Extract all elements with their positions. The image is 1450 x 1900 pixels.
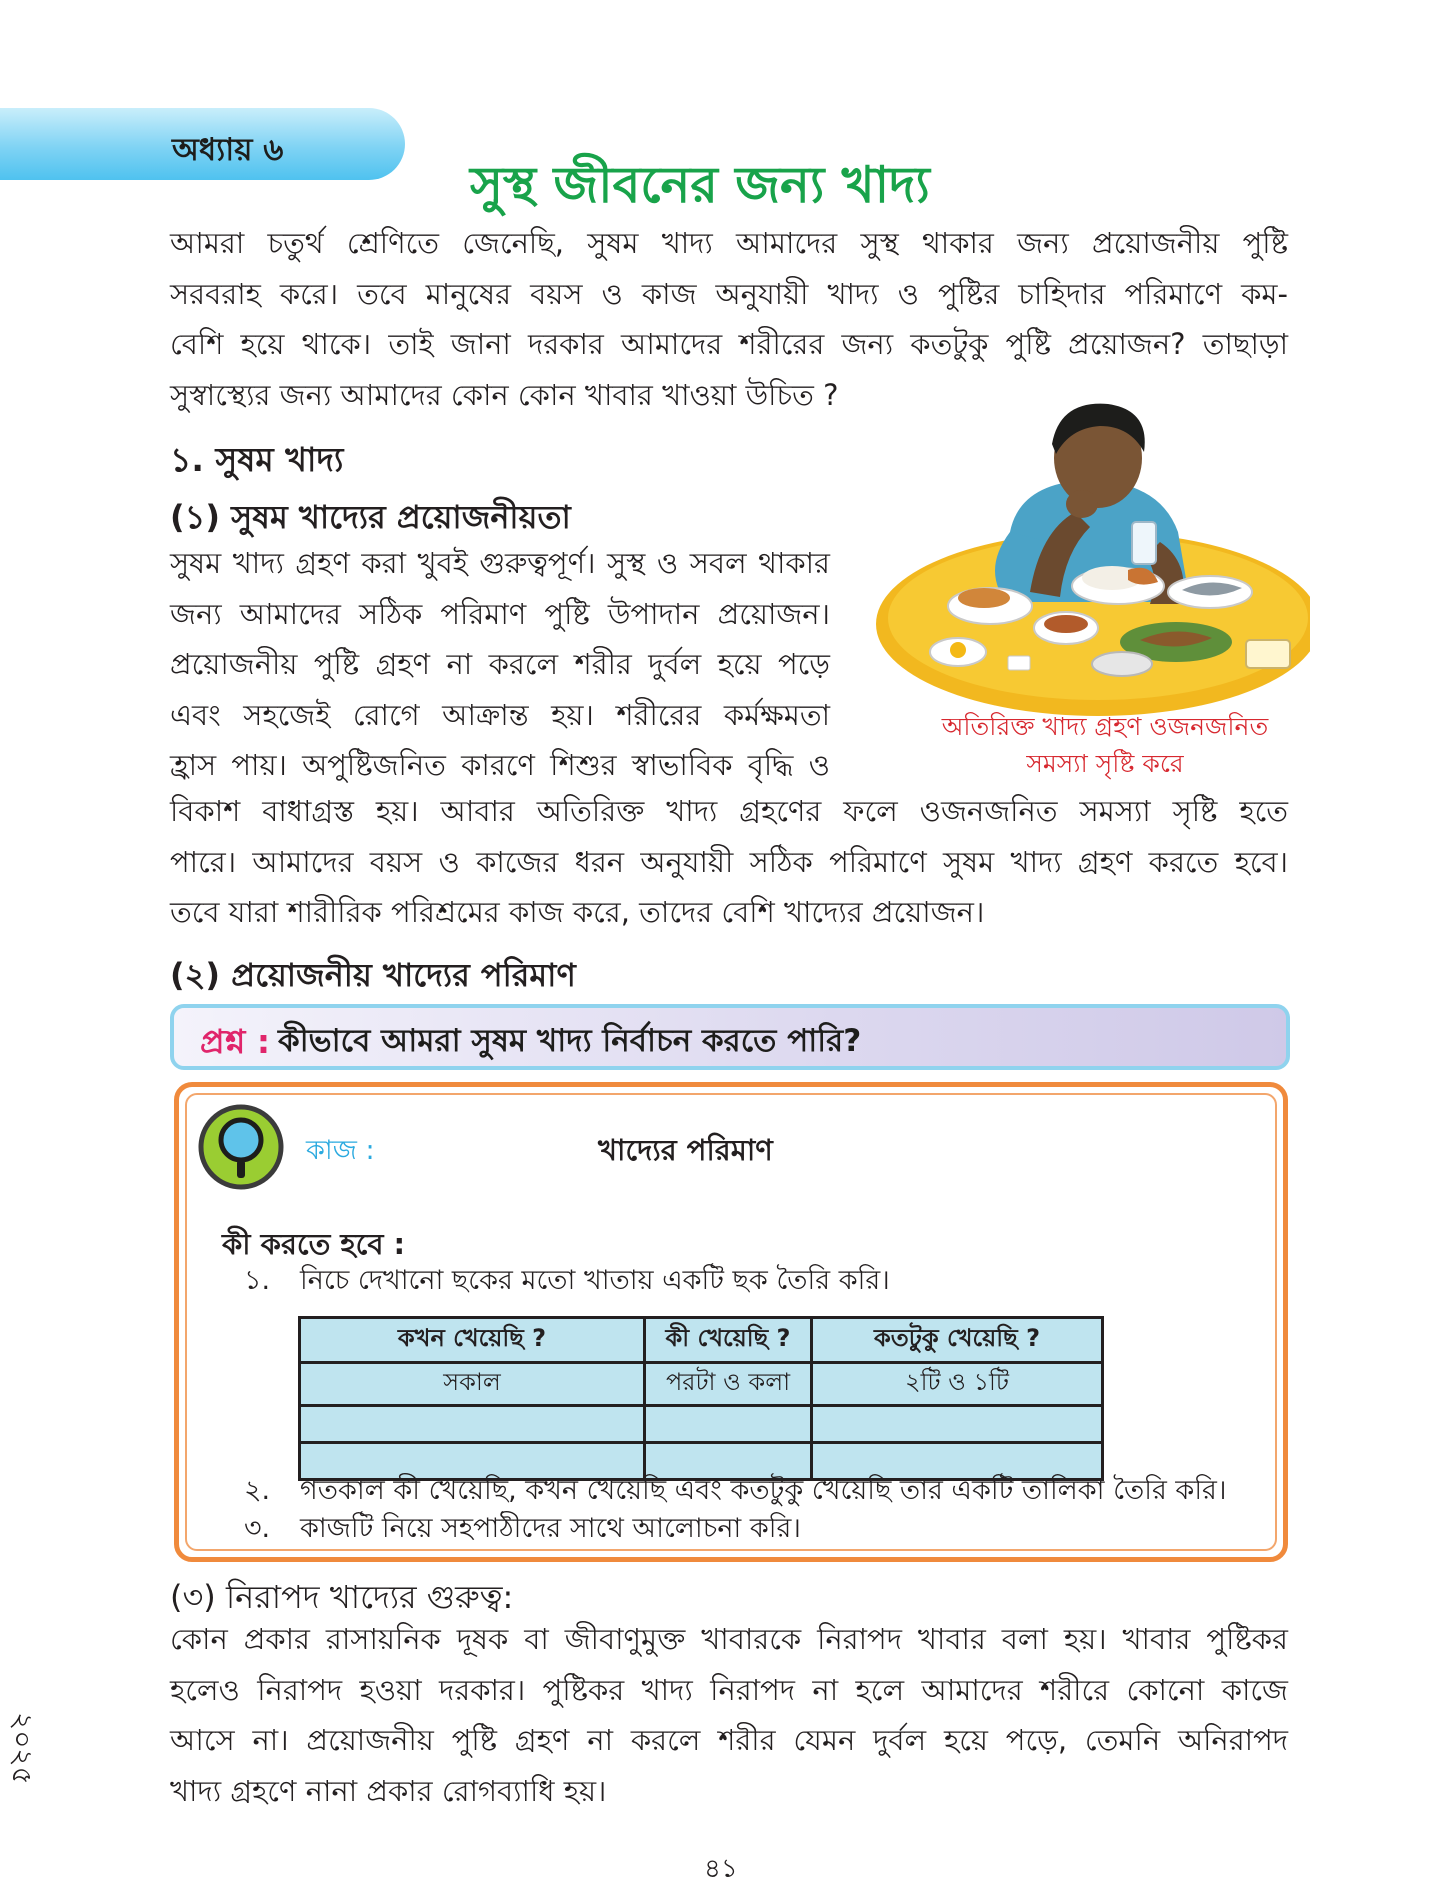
subheading-need: (১) সুষম খাদ্যের প্রয়োজনীয়তা bbox=[170, 498, 571, 536]
subheading-amount: (২) প্রয়োজনীয় খাদ্যের পরিমাণ bbox=[170, 956, 576, 994]
step-text: গতকাল কী খেয়েছি, কখন খেয়েছি এবং কতটুকু খেয়েছি তার একটি তালিকা তৈরি করি। bbox=[300, 1475, 1227, 1506]
intro-line: আমরা চতুর্থ শ্রেণিতে জেনেছি, সুষম খাদ্য আমাদের সুস্থ থাকার জন্য প্রয়োজনীয় পুষ্টি bbox=[170, 226, 1288, 260]
illustration-caption bbox=[905, 708, 1305, 782]
chapter-label: অধ্যায় ৬ bbox=[172, 132, 284, 168]
caption-line: সমস্যা সৃষ্টি করে bbox=[1026, 749, 1184, 778]
need-paragraph-wrapped bbox=[170, 538, 830, 791]
need-line: বিকাশ বাধাগ্রস্ত হয়। আবার অতিরিক্ত খাদ্য গ্রহণের ফলে ওজনজনিত সমস্যা সৃষ্টি হতে bbox=[170, 794, 1288, 828]
step-number: ৩. bbox=[244, 1513, 271, 1544]
food-intake-table bbox=[298, 1316, 1104, 1481]
table-cell: ২টি ও ১টি bbox=[812, 1363, 1103, 1406]
table-row bbox=[300, 1406, 1103, 1443]
table-row bbox=[300, 1363, 1103, 1406]
subheading-safe-food: (৩) নিরাপদ খাদ্যের গুরুত্ব: bbox=[170, 1578, 514, 1616]
table-cell: সকাল bbox=[300, 1363, 645, 1406]
safe-food-line: আসে না। প্রয়োজনীয় পুষ্টি গ্রহণ না করলে শরীর যেমন দুর্বল হয়ে পড়ে, তেমনি অনিরাপদ bbox=[170, 1723, 1288, 1757]
intro-line: বেশি হয়ে থাকে। তাই জানা দরকার আমাদের শরীরের জন্য কতটুকু পুষ্টি প্রয়োজন? তাছাড়া bbox=[170, 327, 1288, 361]
page-number: ৪১ bbox=[704, 1854, 738, 1884]
magnifier-icon bbox=[198, 1104, 284, 1190]
question-label: প্রশ্ন : bbox=[200, 1022, 271, 1061]
side-year-label: ২০২৫ bbox=[6, 1712, 39, 1785]
table-cell bbox=[812, 1406, 1103, 1443]
need-paragraph-full bbox=[170, 786, 1288, 938]
question-banner bbox=[170, 1004, 1290, 1070]
table-cell bbox=[645, 1406, 812, 1443]
need-line: সুষম খাদ্য গ্রহণ করা খুবই গুরুত্বপূর্ণ। সুস্থ ও সবল থাকার bbox=[170, 546, 830, 580]
table-header-what: কী খেয়েছি ? bbox=[645, 1318, 812, 1363]
activity-label: কাজ : bbox=[306, 1135, 375, 1166]
table-header-how-much: কতটুকু খেয়েছি ? bbox=[812, 1318, 1103, 1363]
safe-food-line: কোন প্রকার রাসায়নিক দূষক বা জীবাণুমুক্ত খাবারকে নিরাপদ খাবার বলা হয়। খাবার পুষ্টিকর bbox=[170, 1622, 1288, 1656]
step-number: ২. bbox=[244, 1475, 271, 1506]
need-line: প্রয়োজনীয় পুষ্টি গ্রহণ না করলে শরীর দুর্বল হয়ে পড়ে bbox=[170, 647, 830, 681]
need-line: হ্রাস পায়। অপুষ্টিজনিত কারণে শিশুর স্বাভাবিক বৃদ্ধি ও bbox=[170, 748, 830, 782]
step-number: ১. bbox=[244, 1265, 271, 1296]
need-line: জন্য আমাদের সঠিক পরিমাণ পুষ্টি উপাদান প্রয়োজন। bbox=[170, 596, 830, 631]
safe-food-paragraph bbox=[170, 1614, 1288, 1816]
safe-food-line: হলেও নিরাপদ হওয়া দরকার। পুষ্টিকর খাদ্য নিরাপদ না হলে আমাদের শরীরে কোনো কাজে bbox=[170, 1672, 1288, 1707]
activity-step bbox=[244, 1260, 890, 1305]
question-text: কীভাবে আমরা সুষম খাদ্য নির্বাচন করতে পারি? bbox=[278, 1023, 862, 1059]
intro-line: সরবরাহ করে। তবে মানুষের বয়স ও কাজ অনুযায়ী খাদ্য ও পুষ্টির চাহিদার পরিমাণে কম- bbox=[170, 276, 1288, 311]
intro-line: সুস্বাস্থ্যের জন্য আমাদের কোন কোন খাবার খাওয়া উচিত ? bbox=[170, 377, 839, 412]
table-header-when: কখন খেয়েছি ? bbox=[300, 1318, 645, 1363]
need-line: তবে যারা শারীরিক পরিশ্রমের কাজ করে, তাদের বেশি খাদ্যের প্রয়োজন। bbox=[170, 895, 985, 929]
step-text: নিচে দেখানো ছকের মতো খাতায় একটি ছক তৈরি করি। bbox=[300, 1265, 890, 1296]
table-header-row bbox=[300, 1318, 1103, 1363]
table-cell: পরটা ও কলা bbox=[645, 1363, 812, 1406]
todo-heading: কী করতে হবে : bbox=[222, 1227, 406, 1261]
safe-food-line: খাদ্য গ্রহণে নানা প্রকার রোগব্যাধি হয়। bbox=[170, 1773, 607, 1808]
page-title: সুস্থ জীবনের জন্য খাদ্য bbox=[470, 156, 930, 214]
activity-step bbox=[244, 1508, 801, 1553]
intro-paragraph bbox=[170, 218, 1288, 420]
table-cell bbox=[300, 1406, 645, 1443]
need-line: পারে। আমাদের বয়স ও কাজের ধরন অনুযায়ী সঠিক পরিমাণে সুষম খাদ্য গ্রহণ করতে হবে। bbox=[170, 844, 1288, 879]
caption-line: অতিরিক্ত খাদ্য গ্রহণ ওজনজনিত bbox=[941, 712, 1269, 741]
step-text: কাজটি নিয়ে সহপাঠীদের সাথে আলোচনা করি। bbox=[300, 1513, 801, 1544]
activity-title: খাদ্যের পরিমাণ bbox=[598, 1133, 773, 1167]
section-heading-balanced-food: ১. সুষম খাদ্য bbox=[170, 440, 344, 479]
chapter-tab bbox=[0, 108, 405, 180]
overeating-illustration bbox=[860, 392, 1310, 732]
need-line: এবং সহজেই রোগে আক্রান্ত হয়। শরীরের কর্মক্ষমতা bbox=[170, 697, 830, 732]
